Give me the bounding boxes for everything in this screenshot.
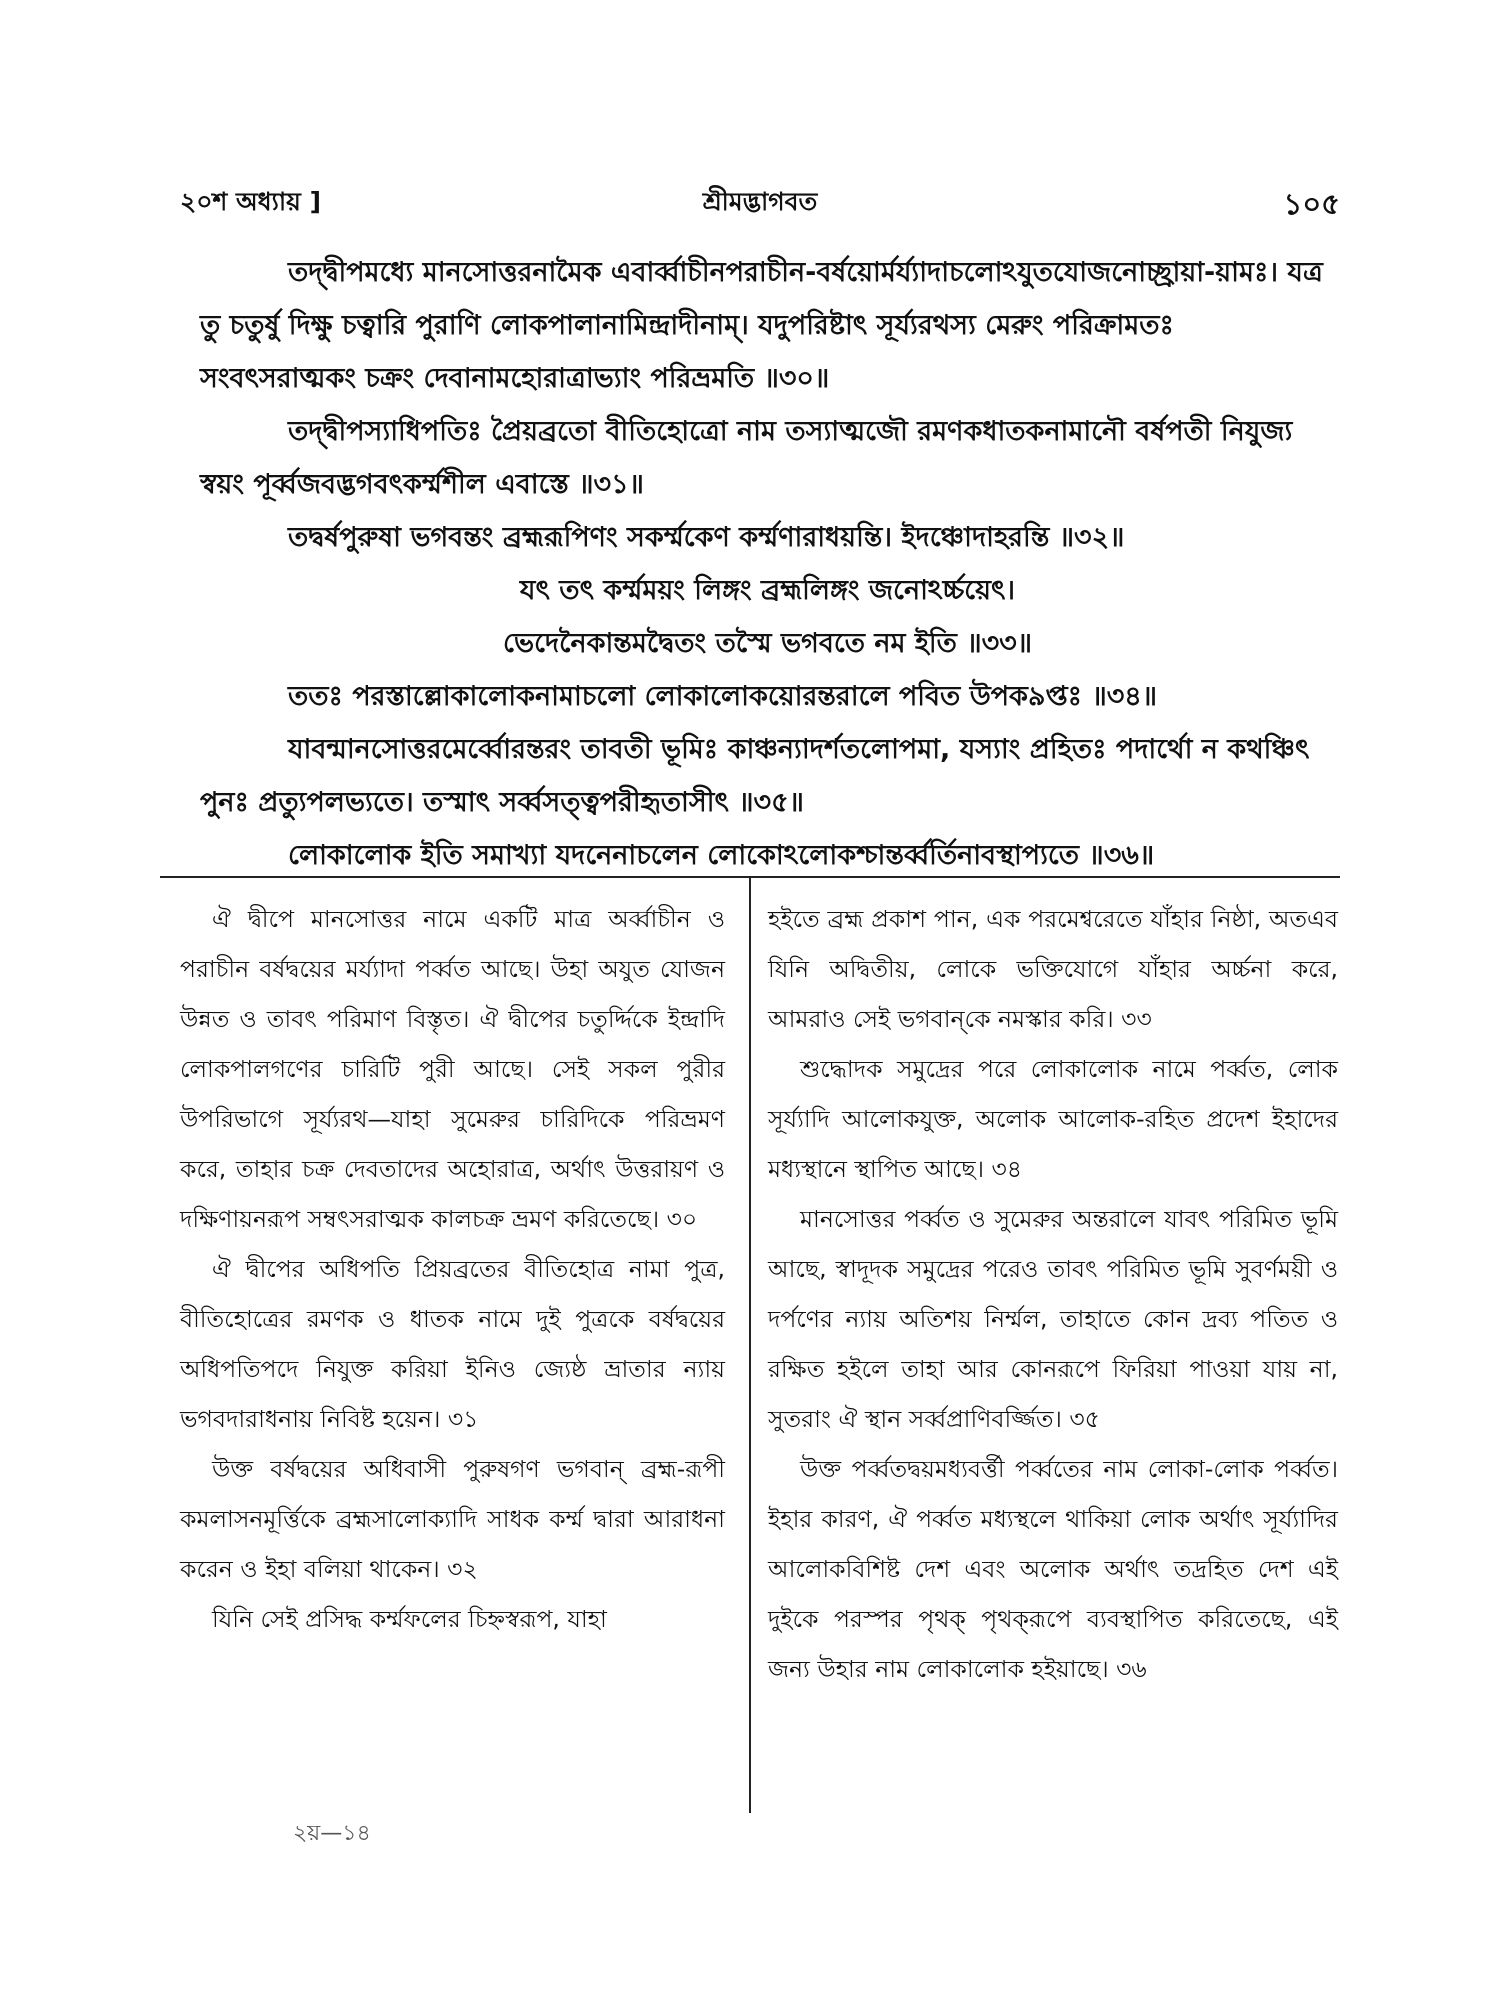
commentary-34: শুদ্ধোদক সমুদ্রের পরে লোকালোক নামে পর্ব্বত, লোক সূর্য্যাদি আলোকযুক্ত, অলোক আলোক-রহিত প্রদেশ ইহাদের মধ্যস্থানে স্থাপিত আছে। ৩৪: [768, 1055, 1338, 1183]
verse-33-line-1: যৎ তৎ কর্ম্মময়ং লিঙ্গং ব্রহ্মলিঙ্গং জনোঽর্চ্চয়েৎ।: [519, 575, 1016, 606]
commentary-33-end: হইতে ব্রহ্ম প্রকাশ পান, এক পরমেশ্বরেতে যাঁহার নিষ্ঠা, অতএব যিনি অদ্বিতীয়, লোকে ভক্তিযোগে যাঁহার অর্চ্চনা করে, আমরাও সেই ভগবান্‌কে নমস্কার করি। ৩৩: [768, 905, 1338, 1033]
running-header: [180, 182, 1340, 222]
page-number: ১০৫: [1283, 187, 1340, 221]
column-divider: [749, 878, 751, 1813]
verse-35: যাবন্মানসোত্তরমের্ব্বোরন্তরং তাবতী ভূমিঃ কাঞ্চন্যাদর্শতলোপমা, যস্যাং প্রহিতঃ পদার্থো ন কথঞ্চিৎ পুনঃ প্রত্যুপলভ্যতে। তস্মাৎ সর্ব্বসত্ত্বপরীহৃতাসীৎ ॥৩৫॥: [200, 734, 1310, 818]
commentary-33-start: যিনি সেই প্রসিদ্ধ কর্ম্মফলের চিহ্নস্বরূপ, যাহা: [212, 1605, 607, 1633]
verse-36: লোকালোক ইতি সমাখ্যা যদনেনাচলেন লোকোঽলোকশ্চান্তর্ব্বর্তিনাবস্থাপ্যতে ॥৩৬॥: [288, 840, 1155, 871]
commentary-31: ঐ দ্বীপের অধিপতি প্রিয়ব্রতের বীতিহোত্র নামা পুত্র, বীতিহোত্রের রমণক ও ধাতক নামে দুই পুত্রকে বর্ষদ্বয়ের অধিপতিপদে নিযুক্ত করিয়া ইনিও জ্যেষ্ঠ ভ্রাতার ন্যায় ভগবদারাধনায় নিবিষ্ট হয়েন। ৩১: [180, 1255, 725, 1433]
commentary-30: ঐ দ্বীপে মানসোত্তর নামে একটি মাত্র অর্ব্বাচীন ও পরাচীন বর্ষদ্বয়ের মর্য্যাদা পর্ব্বত আছে। উহা অযুত যোজন উন্নত ও তাবৎ পরিমাণ বিস্তৃত। ঐ দ্বীপের চতুর্দ্দিকে ইন্দ্রাদি লোকপালগণের চারিটি পুরী আছে। সেই সকল পুরীর উপরিভাগে সূর্য্যরথ—যাহা সুমেরুর চারিদিকে পরিভ্রমণ করে, তাহার চক্র দেবতাদের অহোরাত্র, অর্থাৎ উত্তরায়ণ ও দক্ষিণায়নরূপ সম্বৎসরাত্মক কালচক্র ভ্রমণ করিতেছে। ৩০: [180, 905, 725, 1233]
verse-33-line-2: ভেদেনৈকান্তমদ্বৈতং তস্মৈ ভগবতে নম ইতি ॥৩৩॥: [503, 628, 1032, 659]
commentary-right-column: [768, 894, 1338, 1694]
book-title: শ্রীমদ্ভাগবত: [702, 187, 818, 216]
verse-32: তদ্বর্ষপুরুষা ভগবন্তং ব্রহ্মরূপিণং সকর্ম্মকেণ কর্ম্মণারাধয়ন্তি। ইদঞ্চোদাহরন্তি ॥৩২॥: [288, 522, 1125, 553]
verse-30: তদ্দ্বীপমধ্যে মানসোত্তরনামৈক এবার্ব্বাচীনপরাচীন-বর্ষয়োর্মর্য্যাদাচলোঽযুতযোজনোচ্ছ্রায়া-য়ামঃ। যত্র তু চতুর্ষু দিক্ষু চত্বারি পুরাণি লোকপালানামিন্দ্রাদীনাম্। যদুপরিষ্টাৎ সূর্য্যরথস্য মেরুং পরিক্রামতঃ সংবৎসরাত্মকং চক্রং দেবানামহোরাত্রাভ্যাং পরিভ্রমতি ॥৩০॥: [200, 257, 1323, 394]
verse-34: ততঃ পরস্তাল্লোকালোকনামাচলো লোকালোকয়োরন্তরালে পবিত উপক৯প্তঃ ॥৩৪॥: [288, 681, 1158, 712]
signature-mark: ২য়—১৪: [293, 1821, 371, 1846]
sanskrit-verses: [200, 246, 1335, 882]
commentary-left-column: [180, 894, 725, 1644]
commentary-35: মানসোত্তর পর্ব্বত ও সুমেরুর অন্তরালে যাবৎ পরিমিত ভূমি আছে, স্বাদূদক সমুদ্রের পরেও তাবৎ পরিমিত ভূমি সুবর্ণময়ী ও দর্পণের ন্যায় অতিশয় নির্ম্মল, তাহাতে কোন দ্রব্য পতিত ও রক্ষিত হইলে তাহা আর কোনরূপে ফিরিয়া পাওয়া যায় না, সুতরাং ঐ স্থান সর্ব্বপ্রাণিবর্জ্জিত। ৩৫: [768, 1205, 1338, 1433]
commentary-32: উক্ত বর্ষদ্বয়ের অধিবাসী পুরুষগণ ভগবান্ ব্রহ্ম-রূপী কমলাসনমূর্ত্তিকে ব্রহ্মসালোক্যাদি সাধক কর্ম্ম দ্বারা আরাধনা করেন ও ইহা বলিয়া থাকেন। ৩২: [180, 1455, 725, 1583]
chapter-label: ২০শ অধ্যায় ]: [180, 187, 322, 216]
commentary-36: উক্ত পর্ব্বতদ্বয়মধ্যবর্ত্তী পর্ব্বতের নাম লোকা-লোক পর্ব্বত। ইহার কারণ, ঐ পর্ব্বত মধ্যস্থলে থাকিয়া লোক অর্থাৎ সূর্য্যাদির আলোকবিশিষ্ট দেশ এবং অলোক অর্থাৎ তদ্রহিত দেশ এই দুইকে পরস্পর পৃথক্ পৃথক্‌রূপে ব্যবস্থাপিত করিতেছে, এই জন্য উহার নাম লোকালোক হইয়াছে। ৩৬: [768, 1455, 1338, 1683]
verse-31: তদ্দ্বীপস্যাধিপতিঃ প্রৈয়ব্রতো বীতিহোত্রো নাম তস্যাত্মজৌ রমণকধাতকনামানৌ বর্ষপতী নিযুজ্য স্বয়ং পূর্ব্বজবদ্ভগবৎকর্ম্মশীল এবাস্তে ॥৩১॥: [200, 416, 1293, 500]
